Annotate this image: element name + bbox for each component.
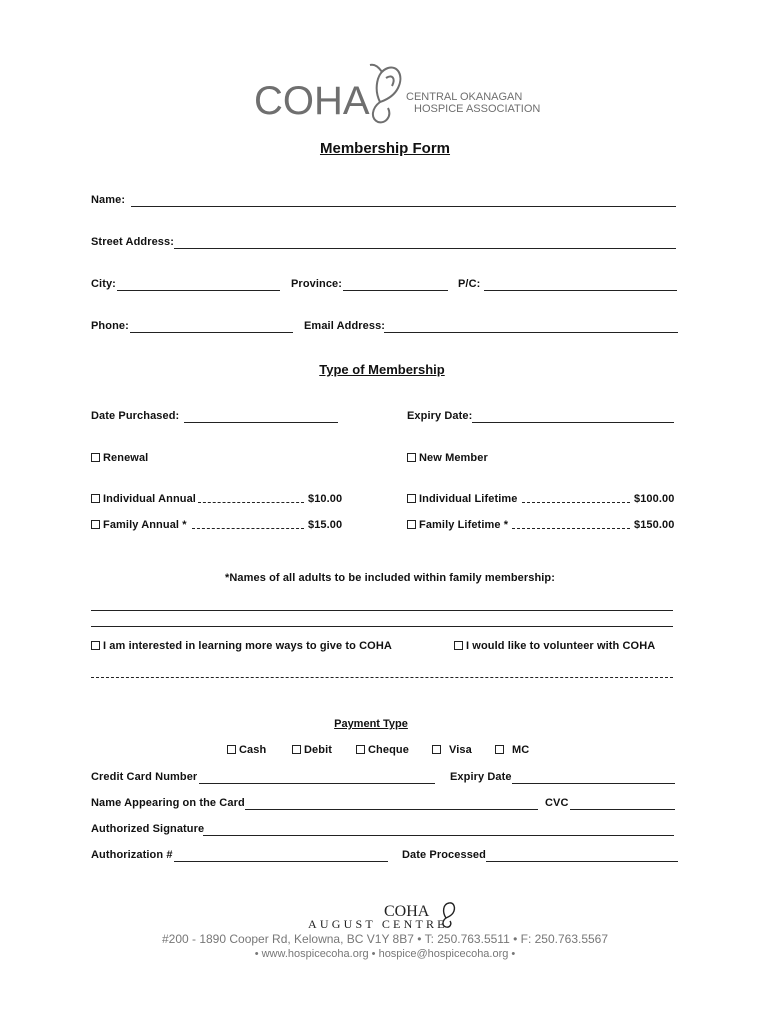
date-purchased-label: Date Purchased: <box>91 410 180 422</box>
family-annual-option[interactable] <box>91 519 187 531</box>
date-processed-label: Date Processed <box>402 849 486 861</box>
city-label: City: <box>91 278 116 290</box>
name-on-card-field[interactable] <box>245 809 538 810</box>
cash-label: Cash <box>239 744 267 756</box>
cheque-option[interactable] <box>356 744 409 756</box>
leader-dots <box>522 502 630 503</box>
individual-lifetime-price: $100.00 <box>634 493 675 505</box>
name-field[interactable] <box>131 206 676 207</box>
footer-logo-sub: AUGUST CENTRE <box>308 917 448 931</box>
new-member-option[interactable] <box>407 452 488 464</box>
payment-heading: Payment Type <box>334 718 408 730</box>
authorization-number-field[interactable] <box>174 861 388 862</box>
volunteer-label: I would like to volunteer with COHA <box>466 640 656 652</box>
family-names-field-2[interactable] <box>91 626 673 627</box>
give-checkbox[interactable] <box>91 641 100 650</box>
card-expiry-label: Expiry Date <box>450 771 512 783</box>
coha-logo <box>252 62 541 126</box>
individual-lifetime-label: Individual Lifetime <box>419 493 518 505</box>
expiry-date-field[interactable] <box>472 422 674 423</box>
street-address-label: Street Address: <box>91 236 175 248</box>
individual-annual-option[interactable] <box>91 493 196 505</box>
family-lifetime-price: $150.00 <box>634 519 675 531</box>
date-processed-field[interactable] <box>486 861 678 862</box>
august-centre-logo <box>306 900 466 930</box>
signature-field[interactable] <box>203 835 674 836</box>
visa-label: Visa <box>449 744 472 756</box>
cheque-label: Cheque <box>368 744 409 756</box>
signature-label: Authorized Signature <box>91 823 205 835</box>
membership-heading: Type of Membership <box>319 362 445 377</box>
individual-annual-checkbox[interactable] <box>91 494 100 503</box>
phone-field[interactable] <box>130 332 293 333</box>
email-field[interactable] <box>384 332 678 333</box>
cut-line <box>91 677 673 678</box>
authorization-number-label: Authorization # <box>91 849 173 861</box>
family-annual-checkbox[interactable] <box>91 520 100 529</box>
cash-option[interactable] <box>227 744 266 756</box>
debit-checkbox[interactable] <box>292 745 301 754</box>
debit-option[interactable] <box>292 744 332 756</box>
footer-address: #200 - 1890 Cooper Rd, Kelowna, BC V1Y 8B7 • T: 250.763.5511 • F: 250.763.5567 <box>161 932 609 946</box>
name-label: Name: <box>91 194 126 206</box>
province-field[interactable] <box>343 290 448 291</box>
volunteer-checkbox[interactable] <box>454 641 463 650</box>
card-number-field[interactable] <box>199 783 435 784</box>
email-label: Email Address: <box>304 320 386 332</box>
family-annual-label: Family Annual * <box>103 519 187 531</box>
street-address-field[interactable] <box>174 248 676 249</box>
family-names-note: *Names of all adults to be included within family membership: <box>224 572 556 584</box>
individual-annual-label: Individual Annual <box>103 493 196 505</box>
name-on-card-label: Name Appearing on the Card <box>91 797 245 809</box>
cheque-checkbox[interactable] <box>356 745 365 754</box>
family-lifetime-checkbox[interactable] <box>407 520 416 529</box>
give-option[interactable] <box>91 640 392 652</box>
card-number-label: Credit Card Number <box>91 771 198 783</box>
postal-code-field[interactable] <box>484 290 677 291</box>
footer-logo-word: COHA <box>384 903 430 920</box>
province-label: Province: <box>291 278 343 290</box>
form-title: Membership Form <box>319 140 451 157</box>
individual-lifetime-option[interactable] <box>407 493 517 505</box>
renewal-checkbox[interactable] <box>91 453 100 462</box>
logo-line2: HOSPICE ASSOCIATION <box>414 103 541 115</box>
mc-label: MC <box>512 744 530 756</box>
leader-dots <box>192 528 304 529</box>
city-field[interactable] <box>117 290 280 291</box>
phone-label: Phone: <box>91 320 129 332</box>
family-lifetime-label: Family Lifetime * <box>419 519 509 531</box>
leader-dots <box>198 502 304 503</box>
logo-wordmark: COHA <box>254 79 370 123</box>
expiry-date-label: Expiry Date: <box>407 410 473 422</box>
footer-web: • www.hospicecoha.org • hospice@hospicecoha.org • <box>254 948 516 960</box>
date-purchased-field[interactable] <box>184 422 338 423</box>
family-names-field-1[interactable] <box>91 610 673 611</box>
volunteer-option[interactable] <box>454 640 655 652</box>
individual-lifetime-checkbox[interactable] <box>407 494 416 503</box>
postal-code-label: P/C: <box>458 278 481 290</box>
card-expiry-field[interactable] <box>512 783 675 784</box>
renewal-option[interactable] <box>91 452 148 464</box>
cash-checkbox[interactable] <box>227 745 236 754</box>
renewal-label: Renewal <box>103 452 149 464</box>
visa-checkbox[interactable] <box>432 745 441 754</box>
leader-dots <box>512 528 630 529</box>
cvc-field[interactable] <box>570 809 675 810</box>
family-annual-price: $15.00 <box>308 519 343 531</box>
logo-line1: CENTRAL OKANAGAN <box>406 91 523 103</box>
give-label: I am interested in learning more ways to give to COHA <box>103 640 392 652</box>
mc-checkbox[interactable] <box>495 745 504 754</box>
visa-option[interactable] <box>432 744 472 756</box>
butterfly-icon <box>370 65 400 123</box>
mc-option[interactable] <box>495 744 529 756</box>
new-member-label: New Member <box>419 452 488 464</box>
cvc-label: CVC <box>545 797 569 809</box>
family-lifetime-option[interactable] <box>407 519 508 531</box>
new-member-checkbox[interactable] <box>407 453 416 462</box>
debit-label: Debit <box>304 744 332 756</box>
individual-annual-price: $10.00 <box>308 493 343 505</box>
